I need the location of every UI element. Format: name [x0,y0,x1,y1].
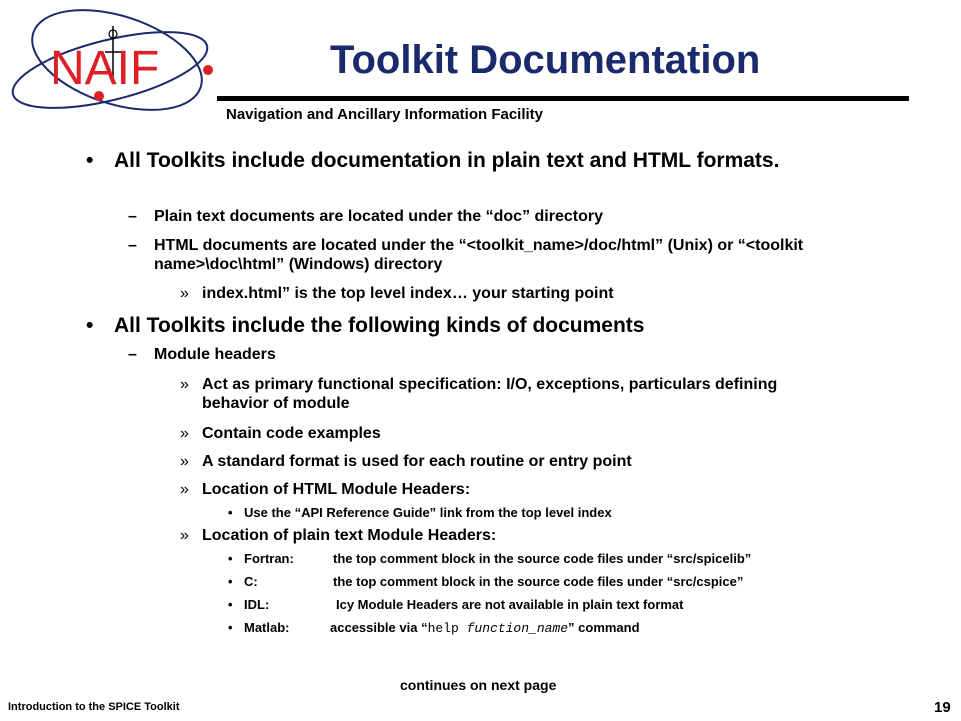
sub-marker: » [180,453,189,470]
dash-marker: – [128,208,137,225]
naif-logo [5,8,220,123]
sub-marker: » [180,376,189,393]
bullet-marker: • [228,574,233,589]
language-label: IDL: [244,597,270,612]
sub-list-item-text: index.html” is the top level index… your starting point [202,285,614,302]
detail-text [330,620,640,637]
detail-text: the top comment block in the source code files under “src/spicelib” [333,551,752,566]
footer-title: Introduction to the SPICE Toolkit [8,701,180,713]
language-label: C: [244,574,258,589]
sub-marker: » [180,527,189,544]
detail-text-suffix: ” command [568,620,640,635]
slide-subtitle: Navigation and Ancillary Information Facility [226,106,543,123]
bullet-text: All Toolkits include documentation in plain text and HTML formats. [114,149,780,172]
code-snippet [428,621,568,636]
list-item-text: Module headers [154,346,276,363]
sub-marker: » [180,425,189,442]
logo-text: NAIF [50,42,160,95]
sub-marker: » [180,285,189,302]
bullet-text: All Toolkits include the following kinds of documents [114,314,645,337]
detail-text: the top comment block in the source code files under “src/cspice” [333,574,744,589]
sub-marker: » [180,481,189,498]
continues-note: continues on next page [400,677,557,693]
language-label: Matlab: [244,620,290,635]
page-number: 19 [934,699,951,716]
code-argument: function_name [466,621,569,636]
list-item-text: HTML documents are located under the “<toolkit_name>/doc/html” (Unix) or “<toolkit name>\doc\html” (Windows) directory [154,237,804,273]
sub-list-item-text: Location of HTML Module Headers: [202,481,471,498]
language-label: Fortran: [244,551,294,566]
sub-list-item-text: A standard format is used for each routine or entry point [202,453,632,470]
detail-text: Use the “API Reference Guide” link from the top level index [244,505,612,520]
bullet-marker: • [228,551,233,566]
sub-list-item-text: Location of plain text Module Headers: [202,527,497,544]
slide-title: Toolkit Documentation [330,38,761,82]
bullet-marker: • [228,597,233,612]
detail-text: Icy Module Headers are not available in plain text format [336,597,684,612]
list-item-text: Plain text documents are located under the “doc” directory [154,208,603,225]
code-command: help [427,621,459,636]
bullet-marker: • [86,149,94,172]
dash-marker: – [128,346,137,363]
detail-text-prefix: accessible via “ [330,620,428,635]
bullet-marker: • [228,620,233,635]
sub-list-item-text: Contain code examples [202,425,381,442]
sub-list-item-text: Act as primary functional specification: I/O, exceptions, particulars defining behavior of module [202,376,778,412]
title-divider [217,96,909,101]
dash-marker: – [128,237,137,254]
bullet-marker: • [86,314,94,337]
bullet-marker: • [228,505,233,520]
